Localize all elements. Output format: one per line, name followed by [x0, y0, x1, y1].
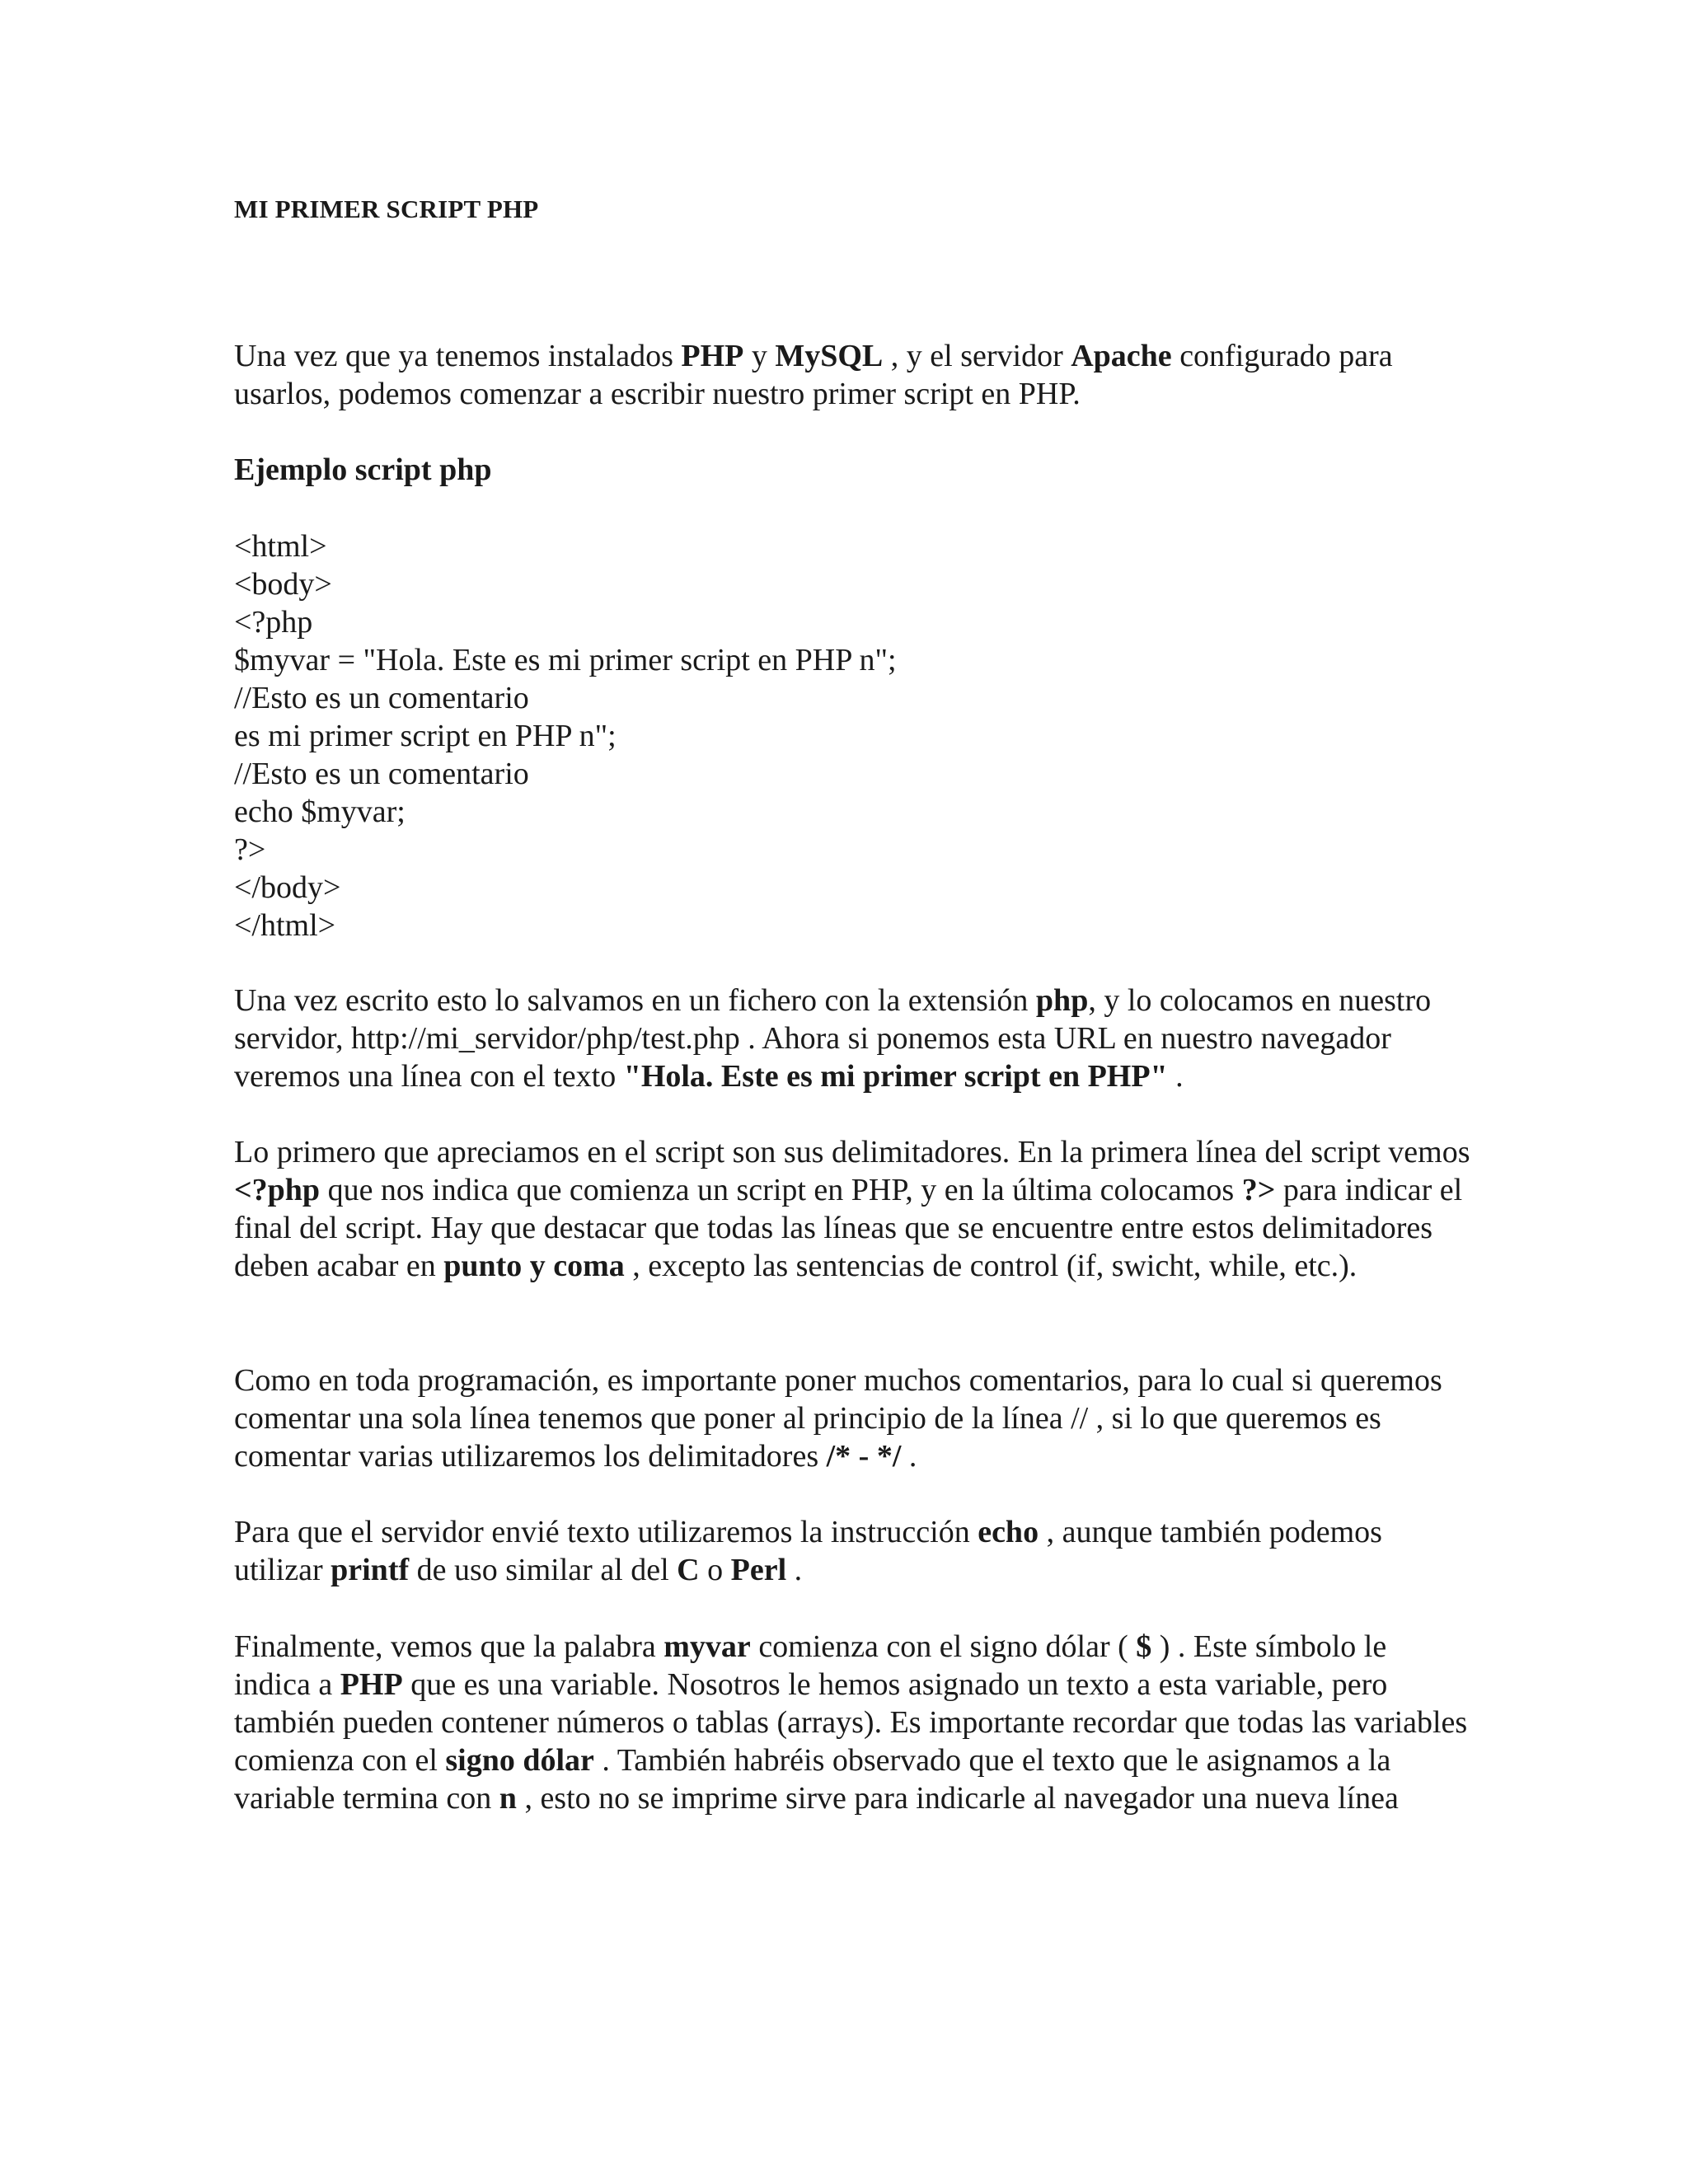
- bold-text: "Hola. Este es mi primer script en PHP": [623, 1059, 1168, 1094]
- bold-text: signo dólar: [445, 1743, 594, 1778]
- document-title: MI PRIMER SCRIPT PHP: [234, 194, 539, 223]
- bold-text: <?php: [234, 1173, 321, 1207]
- text-run: Como en toda programación, es importante poner muchos comentarios, para lo cual si queremos comentar una sola línea tenemos que poner al principio de la línea // , si lo que queremos es comentar varias utilizaremos los delimitadores: [234, 1363, 1442, 1474]
- code-line: //Esto es un comentario: [234, 681, 529, 715]
- paragraph-variables: [234, 1628, 1470, 1817]
- text-run: Una vez escrito esto lo salvamos en un fichero con la extensión: [234, 983, 1036, 1018]
- text-run: . También habréis observado que el texto que le asignamos a la variable termina con: [234, 1743, 1391, 1816]
- text-run: , y el servidor: [883, 339, 1071, 373]
- text-run: de uso similar al del: [409, 1553, 678, 1587]
- text-run: Una vez que ya tenemos instalados: [234, 339, 682, 373]
- text-run: .: [1167, 1059, 1184, 1094]
- bold-text: PHP: [340, 1667, 403, 1702]
- code-line: //Esto es un comentario: [234, 757, 529, 791]
- paragraph-save-file: [234, 982, 1470, 1095]
- text-run: que nos indica que comienza un script en PHP, y en la última colocamos: [320, 1173, 1242, 1207]
- code-line: es mi primer script en PHP n";: [234, 719, 617, 753]
- example-heading: Ejemplo script php: [234, 452, 492, 487]
- text-run: y: [743, 339, 776, 373]
- bold-text: Perl: [730, 1553, 787, 1587]
- bold-text: myvar: [663, 1629, 751, 1664]
- bold-text: $: [1136, 1629, 1152, 1664]
- code-line: </html>: [234, 908, 336, 943]
- bold-text: PHP: [681, 339, 744, 373]
- text-run: , excepto las sentencias de control (if, swicht, while, etc.).: [624, 1249, 1357, 1283]
- bold-text: punto y coma: [443, 1249, 625, 1283]
- text-run: comienza con el signo dólar (: [750, 1629, 1137, 1664]
- code-line: <?php: [234, 605, 313, 640]
- intro-paragraph: [234, 337, 1470, 413]
- text-run: configurado para usarlos, podemos comenzar a escribir nuestro primer script en PHP.: [234, 339, 1393, 411]
- text-run: , y lo colocamos en nuestro servidor, http://mi_servidor/php/test.php . Ahora si ponemos esta URL en nuestro navegador veremos una línea con el texto: [234, 983, 1432, 1094]
- code-line: </body>: [234, 870, 341, 905]
- bold-text: php: [1035, 983, 1089, 1018]
- code-line: ?>: [234, 832, 266, 867]
- code-line: echo $myvar;: [234, 794, 406, 829]
- code-line: $myvar = "Hola. Este es mi primer script en PHP n";: [234, 643, 897, 677]
- text-run: .: [786, 1553, 803, 1587]
- bold-text: Apache: [1071, 339, 1172, 373]
- text-run: Para que el servidor envié texto utilizaremos la instrucción: [234, 1515, 978, 1549]
- bold-text: ?>: [1241, 1173, 1276, 1207]
- text-run: , aunque también podemos utilizar: [234, 1515, 1382, 1587]
- paragraph-echo: [234, 1513, 1470, 1589]
- text-run: o: [699, 1553, 731, 1587]
- text-run: ) . Este símbolo le indica a: [234, 1629, 1387, 1702]
- bold-text: n: [499, 1781, 517, 1816]
- code-line: <html>: [234, 529, 327, 564]
- text-run: que es una variable. Nosotros le hemos asignado un texto a esta variable, pero también pueden contener números o tablas (arrays). Es importante recordar que todas las variables comienza con el: [234, 1667, 1468, 1778]
- bold-text: C: [677, 1553, 700, 1587]
- text-run: para indicar el final del script. Hay que destacar que todas las líneas que se encuentre entre estos delimitadores deben acabar en: [234, 1173, 1463, 1283]
- code-line: <body>: [234, 567, 332, 602]
- paragraph-delimiters: [234, 1133, 1470, 1285]
- bold-text: echo: [978, 1515, 1039, 1549]
- bold-text: MySQL: [775, 339, 884, 373]
- text-run: Finalmente, vemos que la palabra: [234, 1629, 664, 1664]
- paragraph-comments: [234, 1361, 1470, 1475]
- code-block: [234, 527, 897, 944]
- bold-text: printf: [331, 1553, 410, 1587]
- text-run: .: [901, 1439, 917, 1474]
- text-run: Lo primero que apreciamos en el script son sus delimitadores. En la primera línea del script vemos: [234, 1135, 1470, 1169]
- bold-text: /* - */: [826, 1439, 902, 1474]
- text-run: , esto no se imprime sirve para indicarle al navegador una nueva línea: [516, 1781, 1399, 1816]
